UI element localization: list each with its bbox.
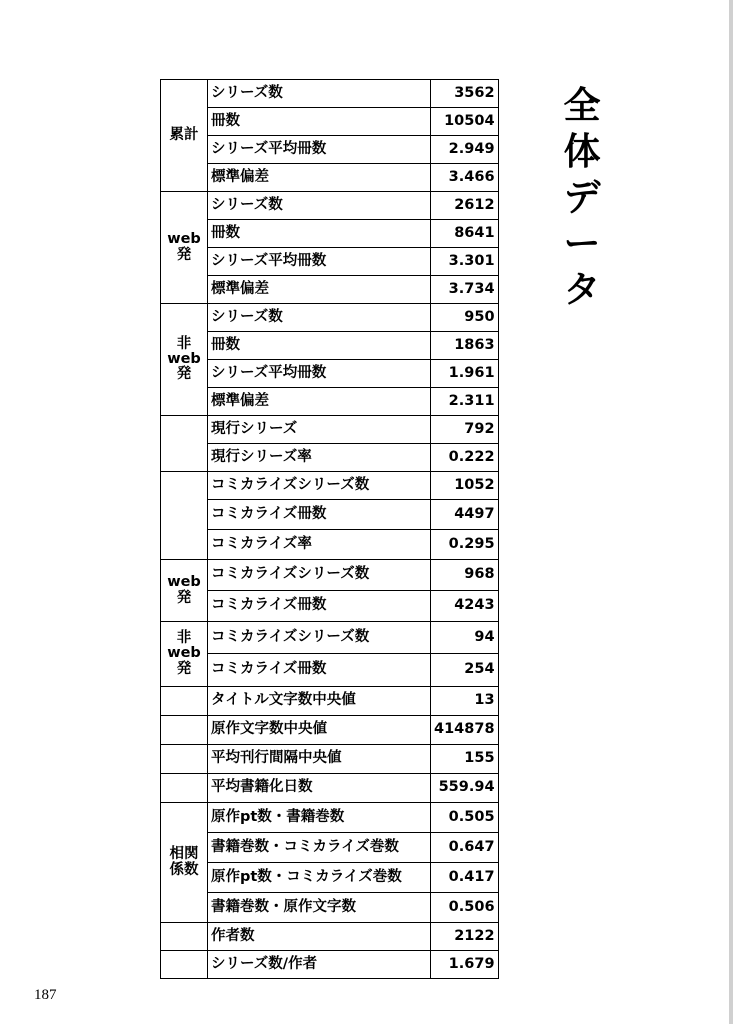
- row-label: コミカライズ率: [208, 530, 431, 560]
- row-label: コミカライズ冊数: [208, 500, 431, 530]
- row-label: コミカライズシリーズ数: [208, 622, 431, 654]
- group-label-line: 発: [176, 589, 192, 606]
- table-row: [161, 472, 499, 500]
- group-label: [161, 80, 208, 192]
- row-value: 3.301: [431, 248, 499, 276]
- table-row: [161, 192, 499, 220]
- row-value: 0.505: [431, 803, 499, 833]
- group-label: [161, 774, 208, 803]
- row-label: コミカライズ冊数: [208, 654, 431, 687]
- table-row: [161, 774, 499, 803]
- row-label: コミカライズシリーズ数: [208, 560, 431, 591]
- table-row: [161, 136, 499, 164]
- row-value: 2612: [431, 192, 499, 220]
- row-label: コミカライズ冊数: [208, 591, 431, 622]
- table-row: [161, 591, 499, 622]
- group-label: [161, 192, 208, 304]
- group-label-line: 非: [176, 630, 192, 647]
- table-row: [161, 360, 499, 388]
- group-label: [161, 560, 208, 622]
- table-row: [161, 923, 499, 951]
- row-label: 標準偏差: [208, 276, 431, 304]
- group-label-line: 係数: [169, 861, 199, 878]
- row-value: 4497: [431, 500, 499, 530]
- row-label: 現行シリーズ率: [208, 444, 431, 472]
- table-row: [161, 893, 499, 923]
- table-row: [161, 248, 499, 276]
- row-label: 書籍巻数・原作文字数: [208, 893, 431, 923]
- row-value: 792: [431, 416, 499, 444]
- row-value: 13: [431, 687, 499, 716]
- table-row: [161, 108, 499, 136]
- table-row: [161, 304, 499, 332]
- row-value: 1863: [431, 332, 499, 360]
- row-value: 0.647: [431, 833, 499, 863]
- row-label: 冊数: [208, 220, 431, 248]
- page-number: 187: [34, 987, 57, 1003]
- group-label: [161, 951, 208, 979]
- group-label-line: 累計: [169, 126, 199, 143]
- page-edge: [729, 0, 733, 1024]
- table-row: [161, 622, 499, 654]
- title-char: タ: [563, 267, 601, 311]
- row-label: 原作pt数・コミカライズ巻数: [208, 863, 431, 893]
- row-label: 標準偏差: [208, 164, 431, 192]
- row-label: 原作pt数・書籍巻数: [208, 803, 431, 833]
- group-label-line: 相関: [169, 846, 199, 863]
- statistics-table: [160, 79, 499, 979]
- row-label: 平均書籍化日数: [208, 774, 431, 803]
- table-row: [161, 416, 499, 444]
- group-label: [161, 716, 208, 745]
- table-row: [161, 164, 499, 192]
- group-label-line: 非: [176, 335, 192, 352]
- row-value: 414878: [431, 716, 499, 745]
- row-label: 作者数: [208, 923, 431, 951]
- table-row: [161, 803, 499, 833]
- row-label: タイトル文字数中央値: [208, 687, 431, 716]
- row-value: 254: [431, 654, 499, 687]
- row-value: 2122: [431, 923, 499, 951]
- row-value: 8641: [431, 220, 499, 248]
- row-value: 559.94: [431, 774, 499, 803]
- row-value: 3562: [431, 80, 499, 108]
- row-label: 原作文字数中央値: [208, 716, 431, 745]
- group-label: [161, 745, 208, 774]
- table-row: [161, 388, 499, 416]
- row-label: 平均刊行間隔中央値: [208, 745, 431, 774]
- row-value: 155: [431, 745, 499, 774]
- row-label: コミカライズシリーズ数: [208, 472, 431, 500]
- table-row: [161, 687, 499, 716]
- group-label-line: web: [167, 350, 201, 367]
- row-label: 冊数: [208, 332, 431, 360]
- row-value: 968: [431, 560, 499, 591]
- group-label: [161, 416, 208, 472]
- title-char: ー: [563, 221, 601, 265]
- group-label-line: 発: [176, 660, 192, 677]
- row-value: 3.734: [431, 276, 499, 304]
- row-value: 0.295: [431, 530, 499, 560]
- group-label-line: 発: [176, 246, 192, 263]
- row-label: シリーズ数: [208, 304, 431, 332]
- group-label-line: 発: [176, 366, 192, 383]
- row-value: 950: [431, 304, 499, 332]
- row-value: 1.679: [431, 951, 499, 979]
- table-row: [161, 276, 499, 304]
- row-label: シリーズ平均冊数: [208, 360, 431, 388]
- group-label: [161, 472, 208, 560]
- row-label: シリーズ数/作者: [208, 951, 431, 979]
- table-row: [161, 833, 499, 863]
- group-label-line: web: [167, 574, 201, 591]
- title-char: 全: [563, 83, 601, 127]
- group-label: [161, 923, 208, 951]
- group-label: [161, 622, 208, 687]
- table-row: [161, 560, 499, 591]
- row-value: 1052: [431, 472, 499, 500]
- table-row: [161, 530, 499, 560]
- table-row: [161, 716, 499, 745]
- table-row: [161, 951, 499, 979]
- row-value: 0.506: [431, 893, 499, 923]
- row-value: 2.949: [431, 136, 499, 164]
- row-label: シリーズ数: [208, 80, 431, 108]
- table-row: [161, 745, 499, 774]
- row-value: 4243: [431, 591, 499, 622]
- group-label: [161, 803, 208, 923]
- table-row: [161, 863, 499, 893]
- row-label: 標準偏差: [208, 388, 431, 416]
- table-row: [161, 80, 499, 108]
- row-value: 0.417: [431, 863, 499, 893]
- row-label: 現行シリーズ: [208, 416, 431, 444]
- group-label: [161, 304, 208, 416]
- table-row: [161, 444, 499, 472]
- table-row: [161, 332, 499, 360]
- row-label: 書籍巻数・コミカライズ巻数: [208, 833, 431, 863]
- table-row: [161, 654, 499, 687]
- row-value: 3.466: [431, 164, 499, 192]
- row-value: 1.961: [431, 360, 499, 388]
- row-label: シリーズ平均冊数: [208, 248, 431, 276]
- row-value: 2.311: [431, 388, 499, 416]
- row-value: 94: [431, 622, 499, 654]
- page-title: [562, 82, 602, 312]
- row-value: 10504: [431, 108, 499, 136]
- row-value: 0.222: [431, 444, 499, 472]
- group-label: [161, 687, 208, 716]
- row-label: 冊数: [208, 108, 431, 136]
- table-row: [161, 220, 499, 248]
- row-label: シリーズ平均冊数: [208, 136, 431, 164]
- group-label-line: web: [167, 231, 201, 248]
- title-char: デ: [563, 175, 601, 219]
- row-label: シリーズ数: [208, 192, 431, 220]
- table-row: [161, 500, 499, 530]
- title-char: 体: [563, 129, 601, 173]
- group-label-line: web: [167, 645, 201, 662]
